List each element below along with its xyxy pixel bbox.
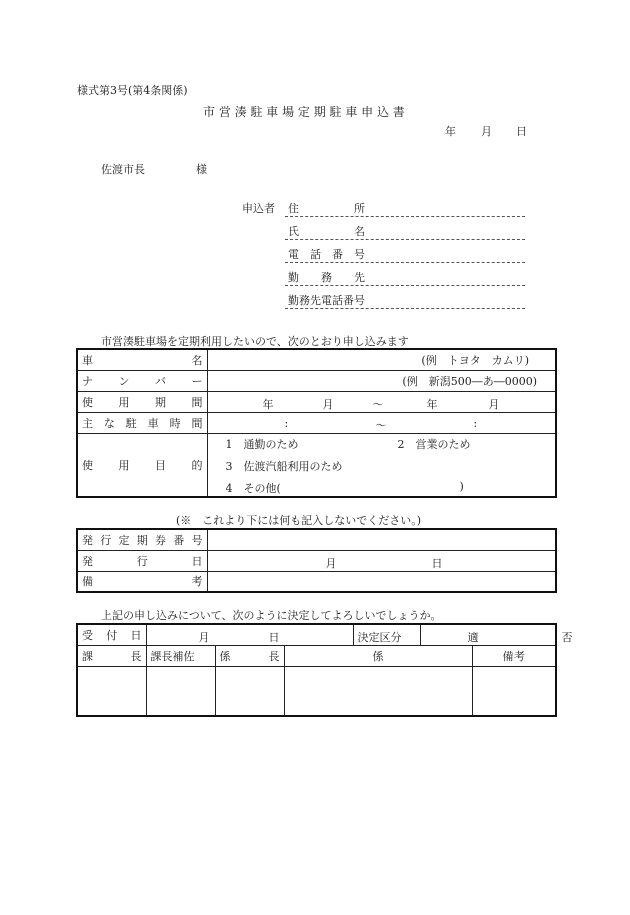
car-name-example: (例 トヨタ カムリ) <box>421 353 529 367</box>
section-chief-label: 係 長 <box>215 645 284 666</box>
purpose-cell <box>207 433 556 497</box>
issue-day: 日 <box>431 556 443 570</box>
decision-cell[interactable] <box>353 624 573 645</box>
received-label: 受 付 日 <box>77 624 146 645</box>
ticket-number-cell[interactable] <box>207 529 556 550</box>
address-label: 住 所 <box>288 202 365 215</box>
purpose-option-commute[interactable]: 1 通勤のため <box>225 437 299 451</box>
issue-date-cell[interactable] <box>207 550 556 571</box>
ticket-row <box>77 529 556 550</box>
intro-text: 市営湊駐車場を定期利用したいので、次のとおり申し込みます <box>101 335 409 348</box>
period-row <box>77 391 556 412</box>
period-year-start: 年 <box>262 397 274 411</box>
office-remarks-row <box>77 571 556 592</box>
issue-date-label: 発 行 日 <box>77 550 207 571</box>
car-name-label: 車 名 <box>77 349 207 370</box>
office-remarks-label: 備 考 <box>77 571 207 592</box>
addressee-name: 佐渡市長 <box>101 163 145 176</box>
car-name-cell[interactable] <box>207 349 556 370</box>
period-label: 使 用 期 間 <box>77 391 207 412</box>
work-phone-label: 勤務先電話番号 <box>288 294 365 307</box>
plate-row <box>77 370 556 391</box>
staff-stamp-cell[interactable] <box>284 666 472 716</box>
period-cell[interactable] <box>207 391 556 412</box>
form-number: 様式第3号(第4条関係) <box>77 84 188 97</box>
issue-month: 月 <box>325 556 337 570</box>
purpose-other-close: ) <box>459 479 464 493</box>
received-row <box>77 624 556 645</box>
office-use-table <box>76 528 557 593</box>
plate-cell[interactable] <box>207 370 556 391</box>
plate-label: ナ ン バ ー <box>77 370 207 391</box>
time-row <box>77 412 556 433</box>
time-cell[interactable] <box>207 412 556 433</box>
decision-approve[interactable]: 適 <box>467 631 479 644</box>
time-label: 主 な 駐 車 時 間 <box>77 412 207 433</box>
approver-stamp-row <box>77 666 556 716</box>
staff-label-text: 係 <box>372 649 384 663</box>
purpose-label: 使 用 目 的 <box>77 433 207 497</box>
work-phone-line[interactable] <box>285 308 525 309</box>
received-date-cell[interactable] <box>146 624 353 645</box>
purpose-option-business[interactable]: 2 営業のため <box>397 437 471 451</box>
period-year-end: 年 <box>426 397 438 411</box>
decision-table <box>76 623 573 717</box>
address-line[interactable] <box>285 216 525 217</box>
deputy-label-text: 課長補佐 <box>150 649 195 663</box>
application-table <box>76 348 557 498</box>
decision-reject[interactable]: 否 <box>561 631 573 644</box>
purpose-option-ferry[interactable]: 3 佐渡汽船利用のため <box>225 459 343 473</box>
decision-intro: 上記の申し込みについて、次のように決定してよろしいでしょうか。 <box>101 609 442 622</box>
plate-example: (例 新潟500―あ―0000) <box>402 374 537 388</box>
period-month-end: 月 <box>488 397 500 411</box>
decision-remarks-label: 備 考 <box>472 645 556 666</box>
period-month-start: 月 <box>322 397 334 411</box>
date-year: 年 <box>445 125 456 138</box>
car-name-row <box>77 349 556 370</box>
name-label: 氏 名 <box>288 225 365 238</box>
purpose-option-other[interactable]: 4 その他( <box>225 481 281 495</box>
time-start-colon: : <box>284 416 289 430</box>
decision-remarks-cell[interactable] <box>472 666 556 716</box>
time-tilde: ～ <box>375 418 387 432</box>
issue-date-row <box>77 550 556 571</box>
applicant-label: 申込者 <box>242 202 275 215</box>
date-month: 月 <box>481 125 492 138</box>
time-end-colon: : <box>473 416 478 430</box>
decision-label: 決定区分 <box>357 631 402 644</box>
name-line[interactable] <box>285 239 525 240</box>
period-tilde: ～ <box>372 397 384 411</box>
received-month: 月 <box>198 631 210 644</box>
workplace-line[interactable] <box>285 285 525 286</box>
approver-header-row <box>77 645 556 666</box>
deputy-label <box>146 645 215 666</box>
received-day: 日 <box>268 631 280 644</box>
deputy-stamp-cell[interactable] <box>146 666 215 716</box>
chief-stamp-cell[interactable] <box>77 666 146 716</box>
purpose-row <box>77 433 556 497</box>
page-title: 市 営 湊 駐 車 場 定 期 駐 車 申 込 書 <box>203 105 405 119</box>
phone-line[interactable] <box>285 262 525 263</box>
ticket-number-label: 発 行 定 期 券 番 号 <box>77 529 207 550</box>
chief-label: 課 長 <box>77 645 146 666</box>
date-day: 日 <box>516 125 527 138</box>
office-remarks-cell[interactable] <box>207 571 556 592</box>
section-chief-stamp-cell[interactable] <box>215 666 284 716</box>
addressee-honorific: 様 <box>196 163 207 176</box>
staff-label <box>284 645 472 666</box>
phone-label: 電 話 番 号 <box>288 248 365 261</box>
notice-text: (※ これより下には何も記入しないでください。) <box>176 514 422 527</box>
workplace-label: 勤 務 先 <box>288 271 365 284</box>
